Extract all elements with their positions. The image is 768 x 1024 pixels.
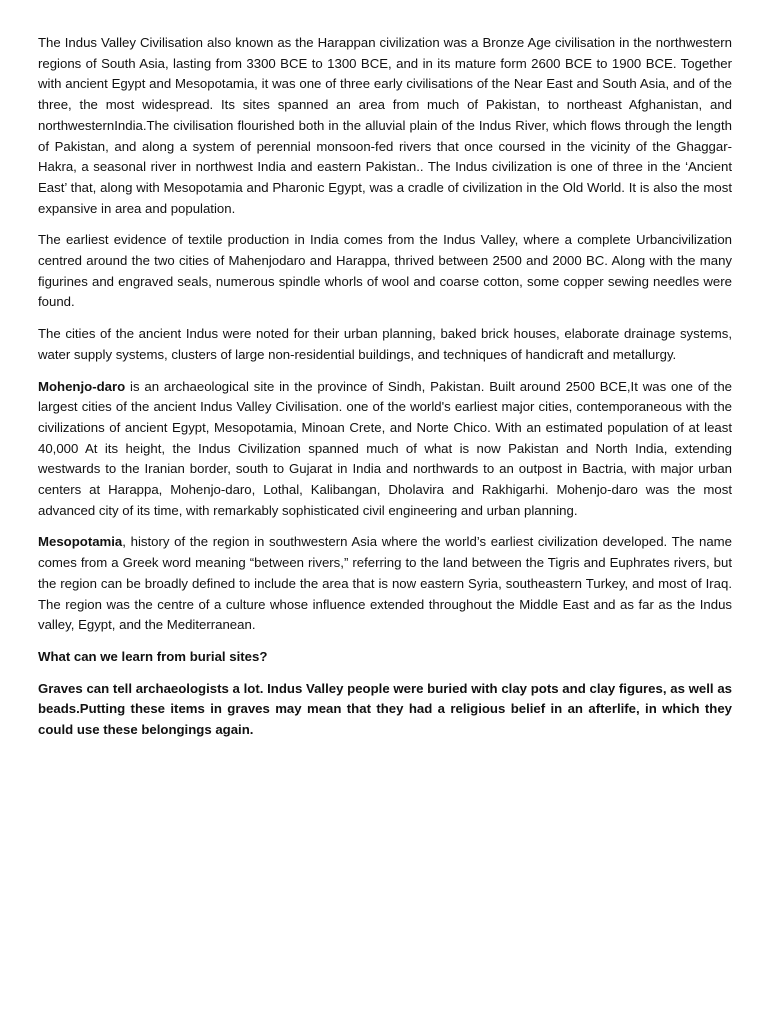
- paragraph-textile-production: The earliest evidence of textile production in India comes from the Indus Valley, where a complete Urbancivilization centred around the two cities of Mahenjodaro and Harappa, thrived between 2500 and 2000 BC. Along with the many figurines and engraved seals, numerous spindle whorls of wool and coarse cotton, some copper sewing needles were found.: [38, 232, 732, 310]
- document-page: [38, 33, 732, 752]
- paragraph-urban-planning: The cities of the ancient Indus were noted for their urban planning, baked brick houses, elaborate drainage systems, water supply systems, clusters of large non-residential buildings, and techniques of handicraft and metallurgy.: [38, 326, 732, 362]
- burial-sites-question: What can we learn from burial sites?: [38, 648, 268, 664]
- paragraph-mohenjo-daro: [38, 377, 732, 522]
- mohenjo-daro-term: Mohenjo-daro: [38, 378, 126, 394]
- paragraph-mesopotamia: [38, 532, 732, 636]
- mohenjo-daro-text: is an archaeological site in the province of Sindh, Pakistan. Built around 2500 BCE,It was one of the largest cities of the ancient Indus Valley Civilisation. one of the world's earliest major cities, contemporaneous with the civilizations of ancient Egypt, Mesopotamia, Minoan Crete, and Norte Chico. With an estimated population of at least 40,000 At its height, the Indus Civilization spanned much of what is now Pakistan and North India, extending westwards to the Iranian border, south to Gujarat in India and northwards to an outpost in Bactria, with major urban centers at Harappa, Mohenjo-daro, Lothal, Kalibangan, Dholavira and Rakhigarhi. Mohenjo-daro was the most advanced city of its time, with remarkably sophisticated civil engineering and urban planning.: [38, 378, 732, 518]
- mesopotamia-term: Mesopotamia: [38, 534, 123, 550]
- burial-sites-answer: Graves can tell archaeologists a lot. Indus Valley people were buried with clay pots and clay figures, as well as beads.Putting these items in graves may mean that they had a religious belief in an afterlife, in which they could use these belongings again.: [38, 680, 732, 738]
- mesopotamia-text: , history of the region in southwestern Asia where the world’s earliest civilization developed. The name comes from a Greek word meaning “between rivers,” referring to the land between the Tigris and Euphrates rivers, but the region can be broadly defined to include the area that is now eastern Syria, southeastern Turkey, and most of Iraq. The region was the centre of a culture whose influence extended throughout the Middle East and as far as the Indus valley, Egypt, and the Mediterranean.: [38, 534, 732, 633]
- paragraph-indus-overview: The Indus Valley Civilisation also known as the Harappan civilization was a Bronze Age civilisation in the northwestern regions of South Asia, lasting from 3300 BCE to 1300 BCE, and in its mature form 2600 BCE to 1900 BCE. Together with ancient Egypt and Mesopotamia, it was one of three early civilisations of the Near East and South Asia, and of the three, the most widespread. Its sites spanned an area from much of Pakistan, to northeast Afghanistan, and northwesternIndia.The civilisation flourished both in the alluvial plain of the Indus River, which flows through the length of Pakistan, and along a system of perennial monsoon-fed rivers that once coursed in the vicinity of the Ghaggar-Hakra, a seasonal river in northwest India and eastern Pakistan.. The Indus civilization is one of three in the ‘Ancient East’ that, along with Mesopotamia and Pharonic Egypt, was a cradle of civilization in the Old World. It is also the most expansive in area and population.: [38, 35, 732, 216]
